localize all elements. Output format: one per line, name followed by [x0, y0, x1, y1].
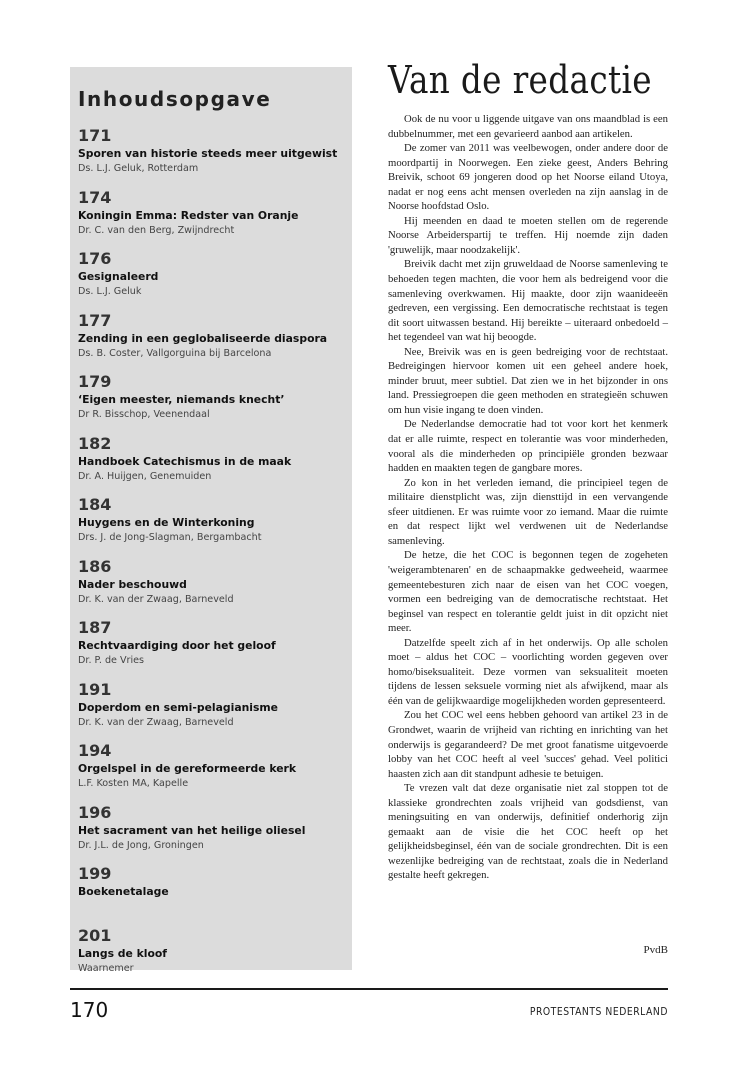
toc-entry-author: Dr. K. van der Zwaag, Barneveld — [78, 716, 234, 728]
toc-entry-title: Gesignaleerd — [78, 270, 159, 283]
toc-title: Inhoudsopgave — [78, 87, 272, 111]
toc-entry-author: L.F. Kosten MA, Kapelle — [78, 778, 189, 789]
editorial-paragraph: De Nederlandse democratie had tot voor kort het kenmerk dat er alle ruimte, respect en tolerantie was voor minderheden, vooral als die minderheden op principiële gronden bezwaar hadden en maakten tegen de gangbare mores. — [388, 418, 668, 475]
toc-entry-author: Dr. C. van den Berg, Zwijndrecht — [78, 224, 235, 236]
toc-entry-title: Het sacrament van het heilige oliesel — [78, 823, 306, 837]
editorial-paragraph: De hetze, die het COC is begonnen tegen de zogeheten 'weigerambtenaren' en de schaapmakke gedweeheid, waarmee gemeentebesturen zich naar de eisen van het COC voegen, vormen een bedreiging van de democratische rechtstaat. Het beginsel van respect en tolerantie geldt juist in dit opzicht niet meer. — [388, 549, 668, 635]
toc-entry — [78, 372, 346, 434]
toc-page-number: 194 — [78, 741, 112, 760]
toc-page-number: 174 — [78, 187, 112, 207]
toc-entry-title: Rechtvaardiging door het geloof — [78, 639, 276, 652]
toc-page-number: 176 — [78, 249, 112, 268]
toc-entry — [78, 680, 346, 742]
toc-entry — [78, 803, 346, 865]
toc-entry-title: Nader beschouwd — [78, 577, 187, 591]
toc-page-number: 191 — [78, 679, 112, 699]
editorial-paragraph: De zomer van 2011 was veelbewogen, onder andere door de moordpartij in Noorwegen. Een zieke geest, Anders Behring Breivik, schoot 69 jongeren dood op het Noorse eiland Utoya, nadat er nog eens acht mensen overleden na zijn aanslag in de Noorse hoofdstad Oslo. — [388, 142, 668, 213]
toc-entry-author: Dr. A. Huijgen, Genemuiden — [78, 470, 212, 482]
toc-entry-title: Doperdom en semi-pelagianisme — [78, 700, 279, 714]
editorial-paragraph: Hij meenden en daad te moeten stellen om de regerende Noorse Arbeiderspartij te treffen. Hij noemde zijn daden 'gruwelijk, maar noodzakelijk'. — [388, 214, 668, 256]
toc-page-number: 182 — [78, 433, 112, 453]
toc-entry — [78, 311, 346, 373]
toc-entry — [78, 864, 346, 926]
editorial-paragraph: Breivik dacht met zijn gruweldaad de Noorse samenleving te behoeden tegen machten, die voor hem als bedreigend voor die samenleving overkwamen. Hij maakte, door zijn waanideeën gedreven, een vergissing. Een democratische rechtstaat is tegen dit soort uitwassen bestand. Hij bereikte – uiteraard onbedoeld – het tegendeel van wat hij beoogde. — [388, 258, 668, 344]
toc-entry-title: Boekenetalage — [78, 885, 169, 898]
toc-entry-author: Ds. B. Coster, Vallgorguina bij Barcelona — [78, 347, 272, 359]
toc-entry-author: Dr. P. de Vries — [78, 655, 145, 666]
toc-entry-author: Waarnemer — [78, 962, 134, 974]
toc-entry-title: Langs de kloof — [78, 946, 167, 960]
footer-rule — [70, 988, 668, 990]
table-of-contents — [70, 67, 352, 974]
toc-page-number: 179 — [78, 372, 112, 391]
editorial-paragraph: Zo kon in het verleden iemand, die principieel tegen de militaire dienstplicht was, zijn diensttijd in een vervangende sfeer uitdienen. Er was ruimte voor zo iemand. Maar die ruimte en dat respect lijkt wel verdwenen uit de Nederlandse samenleving. — [388, 476, 668, 547]
toc-page-number: 196 — [78, 802, 112, 822]
toc-entry-author: Drs. J. de Jong-Slagman, Bergambacht — [78, 532, 262, 543]
toc-entry — [78, 926, 346, 988]
toc-entry-title: Zending in een geglobaliseerde diaspora — [78, 331, 328, 345]
toc-entry — [78, 126, 346, 188]
toc-entry — [78, 434, 346, 496]
editorial-title: Van de redactie — [388, 58, 652, 102]
toc-entry-author: Ds. L.J. Geluk — [78, 286, 142, 297]
toc-entry-title: ‘Eigen meester, niemands knecht’ — [78, 393, 285, 406]
toc-entry-author: Dr. J.L. de Jong, Groningen — [78, 839, 204, 851]
toc-entry-title: Handboek Catechismus in de maak — [78, 454, 292, 468]
toc-entry — [78, 557, 346, 619]
editorial-body — [388, 112, 668, 883]
toc-page-number: 187 — [78, 618, 112, 637]
editorial-signature: PvdB — [643, 944, 668, 956]
magazine-name: PROTESTANTS NEDERLAND — [529, 1006, 668, 1018]
toc-entry-title: Huygens en de Winterkoning — [78, 516, 255, 529]
editorial-paragraph: Nee, Breivik was en is geen bedreiging voor de rechtstaat. Bedreigingen hiervoor komen uit een geheel andere hoek, minder bruut, meer subtiel. Dat zien we in het bijzonder in ons land. Pressiegroepen die geen methoden en strategieën schuwen om hun visie ingang te doen vinden. — [388, 345, 668, 416]
toc-entry-title: Koningin Emma: Redster van Oranje — [78, 208, 299, 222]
page-number: 170 — [70, 998, 109, 1022]
toc-page-number: 177 — [78, 310, 112, 330]
toc-entry-title: Orgelspel in de gereformeerde kerk — [78, 762, 297, 775]
toc-entry-title: Sporen van historie steeds meer uitgewist — [78, 147, 338, 160]
toc-page-number: 199 — [78, 864, 112, 883]
toc-list — [78, 126, 346, 987]
toc-entry — [78, 249, 346, 311]
editorial-paragraph: Te vrezen valt dat deze organisatie niet zal stoppen tot de klassieke grondrechten zoals vrijheid van godsdienst, van meningsuiting en van onderwijs, definitief onderhorig zijn gemaakt aan de visie die het COC heeft op het gelijkheidsbeginsel, één van de sociale grondrechten. Dit is een wezenlijke bedreiging van de rechtstaat, zoals die in Nederland gestalte heeft gekregen. — [388, 782, 668, 882]
toc-entry-author: Dr R. Bisschop, Veenendaal — [78, 409, 210, 420]
toc-entry-author: Ds. L.J. Geluk, Rotterdam — [78, 163, 199, 174]
toc-page-number: 201 — [78, 925, 112, 945]
editorial-paragraph: Datzelfde speelt zich af in het onderwijs. Op alle scholen moet – aldus het COC – voorlichting worden gegeven over homo/biseksualiteit. Deze vormen van seksualiteit moeten tijdens de lessen seksuele vorming niet als afwijkend, maar als één van de gelijkwaardige mogelijkheden worden gepresenteerd. — [388, 636, 668, 707]
toc-entry — [78, 741, 346, 803]
toc-page-number: 171 — [78, 126, 112, 145]
toc-entry — [78, 495, 346, 557]
editorial-paragraph: Ook de nu voor u liggende uitgave van ons maandblad is een dubbelnummer, met een gevarieerd aanbod aan artikelen. — [388, 113, 668, 140]
toc-page-number: 186 — [78, 556, 112, 576]
editorial-paragraph: Zou het COC wel eens hebben gehoord van artikel 23 in de Grondwet, waarin de vrijheid van richting en inrichting van het onderwijs is gegarandeerd? De met groot fanatisme uitgevoerde lobby van het COC heeft al veel 'succes' gehad. Veel politici haasten zich aan dit standpunt adhesie te betuigen. — [388, 709, 668, 780]
toc-page-number: 184 — [78, 495, 112, 514]
toc-entry-author: Dr. K. van der Zwaag, Barneveld — [78, 593, 234, 605]
toc-entry — [78, 188, 346, 250]
toc-entry — [78, 618, 346, 680]
